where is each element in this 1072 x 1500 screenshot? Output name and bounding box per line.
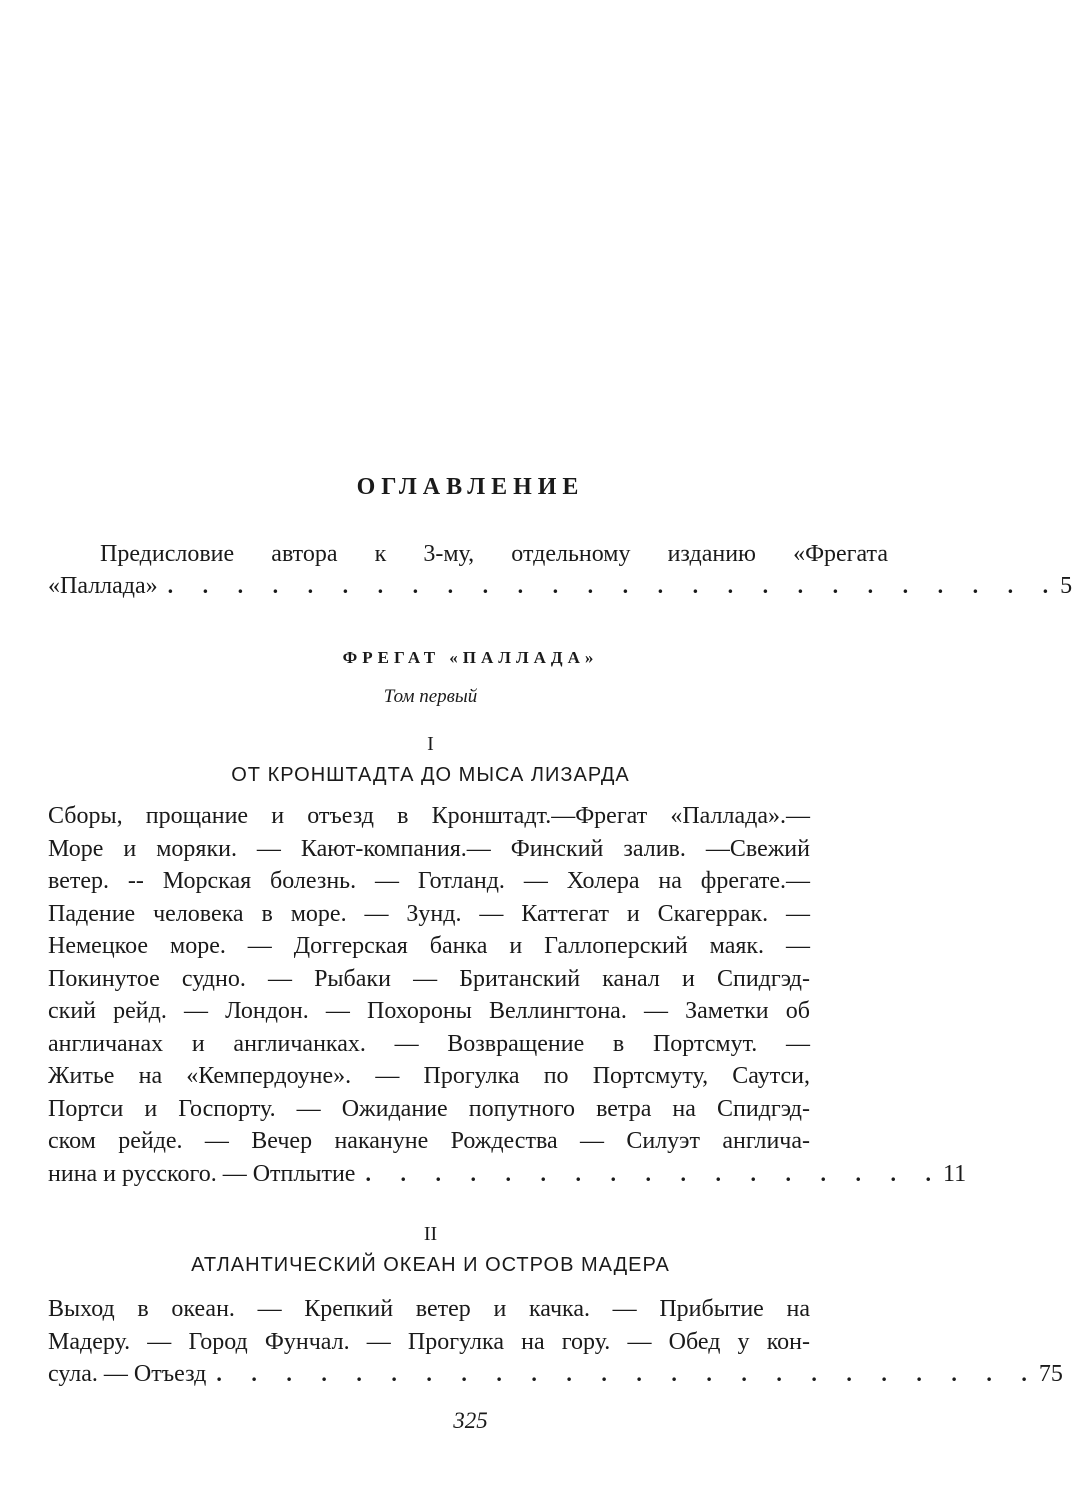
contents-line: ском рейде. — Вечер накануне Рождества — Силуэт англича- <box>48 1128 810 1154</box>
preface-entry <box>48 538 1072 602</box>
contents-line-end: нина и русского. — Отплытие <box>48 1160 356 1187</box>
chapter-number: II <box>423 1223 438 1245</box>
contents-heading: ОГЛАВЛЕНИЕ <box>356 474 585 500</box>
part-title: ФРЕГАТ «ПАЛЛАДА» <box>342 648 599 667</box>
contents-line: Сборы, прощание и отъезд в Кронштадт.—Фрегат «Паллада».— <box>48 803 810 829</box>
preface-last-line <box>48 570 1072 602</box>
dot-leader: . . . . . . . . . . . . . . . . . . . . . . . . . . <box>167 573 1061 598</box>
preface-line-2: «Паллада» <box>48 573 158 599</box>
dot-leader: . . . . . . . . . . . . . . . . . <box>365 1160 943 1186</box>
dot-leader: . . . . . . . . . . . . . . . . . . . . . . . . <box>216 1361 1039 1386</box>
chapter-number: I <box>427 733 434 755</box>
volume-title: Том первый <box>383 686 478 707</box>
contents-line: Падение человека в море. — Зунд. — Каттегат и Скагеррак. — <box>48 900 810 927</box>
contents-line-end: сула. — Отъезд <box>48 1361 207 1387</box>
contents-line: Немецкое море. — Доггерская банка и Галлоперский маяк. — <box>48 933 810 959</box>
page-number: 11 <box>942 1160 967 1187</box>
page-number: 5 <box>1060 573 1072 599</box>
preface-line-1: Предисловие автора к 3-му, отдельному изданию «Фрегата <box>100 541 888 567</box>
contents-line: Море и моряки. — Кают-компания.— Финский залив. —Свежий <box>48 835 810 862</box>
contents-line: Мадеру. — Город Фунчал. — Прогулка на гору. — Обед у кон- <box>48 1328 810 1355</box>
chapter-contents <box>48 800 967 1190</box>
contents-line: ветер. -- Морская болезнь. — Готланд. — Холера на фрегате.— <box>48 868 810 894</box>
contents-line: англичанах и англичанках. — Возвращение в Портсмут. — <box>48 1030 810 1057</box>
page-number: 75 <box>1038 1361 1063 1387</box>
contents-line: Портси и Госпорту. — Ожидание попутного ветра на Спидгэд- <box>48 1095 810 1122</box>
folio-page-number: 325 <box>453 1408 488 1433</box>
contents-line: ский рейд. — Лондон. — Похороны Веллингтона. — Заметки об <box>48 998 810 1024</box>
contents-line: Выход в океан. — Крепкий ветер и качка. — Прибытие на <box>48 1296 810 1322</box>
contents-last-line <box>48 1158 967 1191</box>
contents-line: Житье на «Кемпердоуне». — Прогулка по Портсмуту, Саутси, <box>48 1063 810 1089</box>
chapter-contents <box>48 1293 1063 1391</box>
contents-line: Покинутое судно. — Рыбаки — Британский канал и Спидгэд- <box>48 965 810 992</box>
chapter-title: АТЛАНТИЧЕСКИЙ ОКЕАН И ОСТРОВ МАДЕРА <box>191 1254 670 1276</box>
contents-last-line <box>48 1358 1063 1391</box>
chapter-title: ОТ КРОНШТАДТА ДО МЫСА ЛИЗАРДА <box>231 764 630 786</box>
